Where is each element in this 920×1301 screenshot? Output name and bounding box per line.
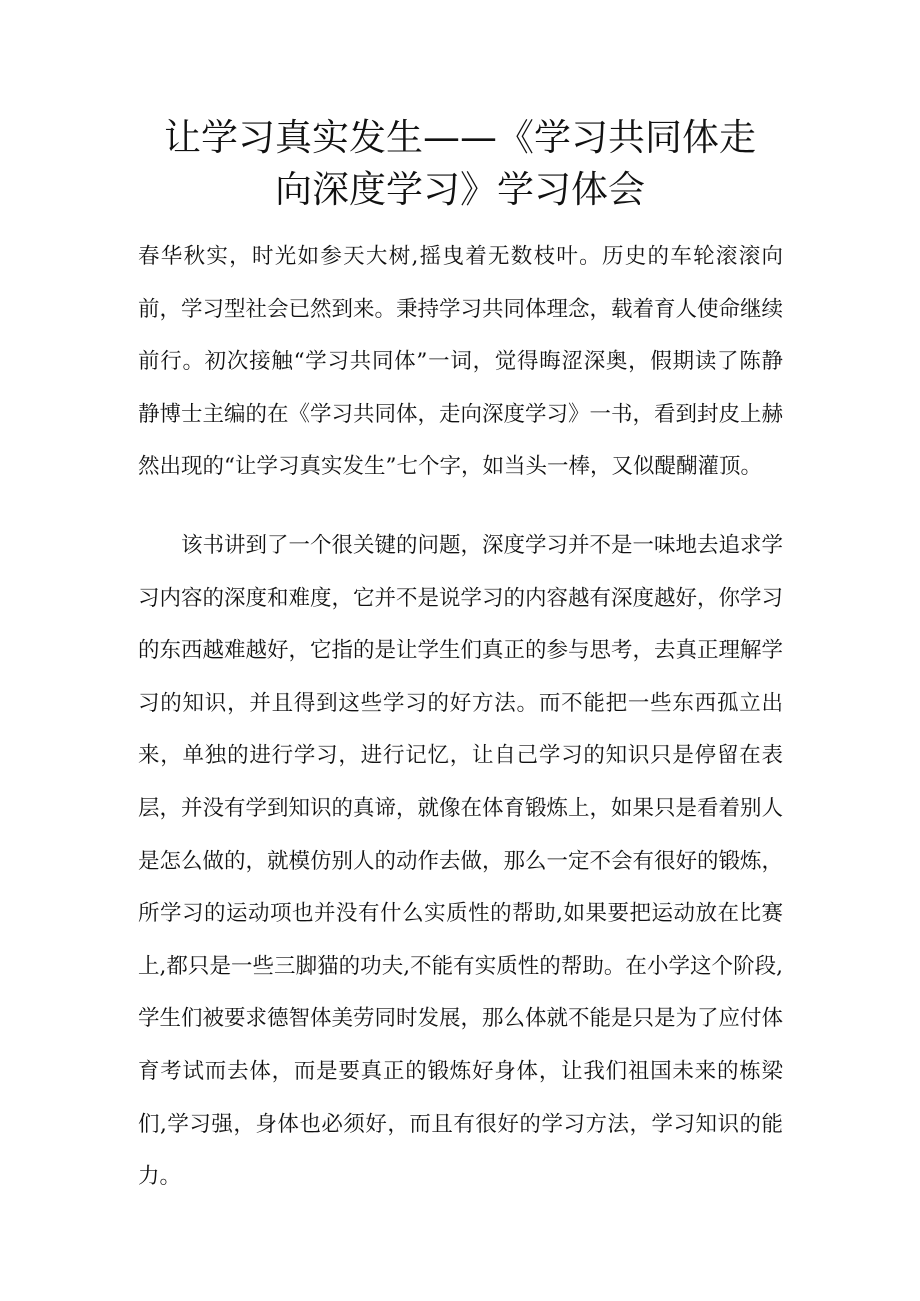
document-title	[140, 112, 780, 216]
document-title-line-1: 让学习真实发生——《学习共同体走	[164, 116, 756, 159]
document-title-line-2: 向深度学习》学习体会	[275, 168, 645, 211]
document-body	[138, 231, 783, 1204]
body-paragraph-2: 该书讲到了一个很关键的问题，深度学习并不是一味地去追求学习内容的深度和难度，它并不是说学习的内容越有深度越好，你学习的东西越难越好，它指的是让学生们真正的参与思考，去真正理解学习的知识，并且得到这些学习的好方法。而不能把一些东西孤立出来，单独的进行学习，进行记忆，让自己学习的知识只是停留在表层，并没有学到知识的真谛，就像在体育锻炼上，如果只是看着别人是怎么做的，就模仿别人的动作去做，那么一定不会有很好的锻炼，所学习的运动项也并没有什么实质性的帮助,如果要把运动放在比赛上,都只是一些三脚猫的功夫,不能有实质性的帮助。在小学这个阶段,学生们被要求德智体美劳同时发展，那么体就不能是只是为了应付体育考试而去体，而是要真正的锻炼好身体，让我们祖国未来的栋梁们,学习强，身体也必须好，而且有很好的学习方法，学习知识的能力。	[138, 532, 784, 1190]
body-paragraph-1: 春华秋实，时光如参天大树,摇曳着无数枝叶。历史的车轮滚滚向前，学习型社会已然到来。秉持学习共同体理念，载着育人使命继续前行。初次接触“学习共同体”一词，觉得晦涩深奥，假期读了陈静静博士主编的在《学习共同体，走向深度学习》一书，看到封皮上赫然出现的“让学习真实发生”七个字，如当头一棒，又似醍醐灌顶。	[138, 244, 784, 480]
